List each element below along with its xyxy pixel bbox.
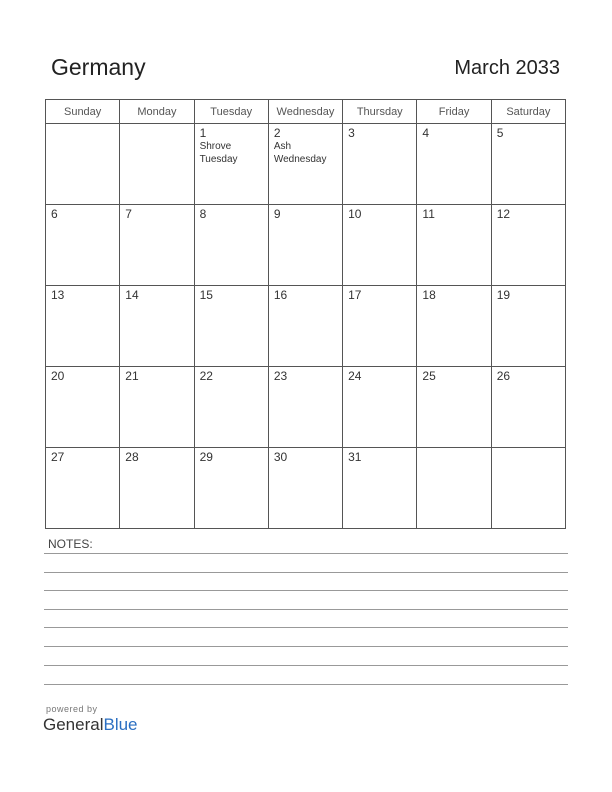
day-cell [120, 286, 194, 367]
day-number: 2 [273, 126, 281, 140]
day-cell [343, 124, 417, 205]
day-cell [268, 205, 342, 286]
brand-logo [43, 704, 138, 735]
notes-label: NOTES: [48, 537, 93, 551]
day-number: 16 [273, 288, 288, 302]
day-number: 25 [422, 369, 436, 383]
note-line [44, 572, 568, 573]
weekday-saturday: Saturday [491, 100, 565, 124]
day-number: 30 [273, 450, 288, 464]
week-row [46, 448, 566, 529]
day-cell [491, 367, 565, 448]
calendar-grid [45, 99, 566, 529]
day-cell [417, 448, 491, 529]
day-number: 3 [348, 126, 355, 140]
day-cell [194, 448, 268, 529]
day-number: 9 [273, 207, 281, 221]
brand-name [43, 715, 138, 735]
day-number: 18 [422, 288, 436, 302]
day-cell [46, 124, 120, 205]
note-line [44, 627, 568, 628]
day-cell [120, 205, 194, 286]
holiday-label: Shrove Tuesday [199, 141, 238, 165]
day-cell [46, 448, 120, 529]
day-cell [343, 448, 417, 529]
weekday-wednesday: Wednesday [268, 100, 342, 124]
day-number: 29 [199, 450, 213, 464]
day-cell [491, 205, 565, 286]
day-cell [268, 367, 342, 448]
day-number: 12 [496, 207, 511, 221]
day-cell [46, 367, 120, 448]
weekday-monday: Monday [120, 100, 194, 124]
day-cell [120, 367, 194, 448]
day-cell [417, 205, 491, 286]
country-title: Germany [51, 54, 146, 80]
week-row [46, 286, 566, 367]
weekday-tuesday: Tuesday [194, 100, 268, 124]
month-year-title: March 2033 [454, 57, 560, 79]
day-number: 8 [199, 207, 207, 221]
note-line [44, 646, 568, 647]
day-cell [194, 367, 268, 448]
holiday-label: Ash Wednesday [273, 141, 327, 165]
day-cell [194, 286, 268, 367]
day-cell [491, 124, 565, 205]
day-cell [491, 286, 565, 367]
note-line [44, 553, 568, 554]
weekday-sunday: Sunday [46, 100, 120, 124]
day-number: 13 [51, 288, 65, 302]
day-number: 7 [125, 207, 132, 221]
day-cell [268, 286, 342, 367]
day-cell [417, 286, 491, 367]
day-cell [194, 205, 268, 286]
day-number: 20 [51, 369, 65, 383]
day-number: 19 [496, 288, 511, 302]
day-number: 11 [422, 207, 435, 221]
weekday-thursday: Thursday [343, 100, 417, 124]
day-cell [268, 124, 342, 205]
day-number: 22 [199, 369, 213, 383]
day-cell [194, 124, 268, 205]
note-line [44, 609, 568, 610]
brand-name-part1: General [43, 715, 104, 734]
note-line [44, 590, 568, 591]
day-cell [417, 367, 491, 448]
week-row [46, 367, 566, 448]
note-line [44, 665, 568, 666]
day-number: 15 [199, 288, 213, 302]
day-number: 4 [422, 126, 430, 140]
day-number: 31 [348, 450, 362, 464]
day-number: 26 [496, 369, 511, 383]
day-cell [46, 286, 120, 367]
day-cell [268, 448, 342, 529]
day-number: 10 [348, 207, 362, 221]
day-number: 6 [51, 207, 58, 221]
day-cell [417, 124, 491, 205]
day-cell [343, 205, 417, 286]
day-number: 24 [348, 369, 362, 383]
weekday-header-row [46, 100, 566, 124]
day-cell [343, 367, 417, 448]
day-number: 14 [125, 288, 139, 302]
day-number: 28 [125, 450, 139, 464]
day-number: 17 [348, 288, 362, 302]
day-number: 5 [496, 126, 504, 140]
day-cell [120, 124, 194, 205]
day-number: 23 [273, 369, 288, 383]
day-cell [491, 448, 565, 529]
day-cell [343, 286, 417, 367]
week-row [46, 124, 566, 205]
brand-name-part2: Blue [103, 715, 138, 734]
day-number: 27 [51, 450, 65, 464]
powered-by-text: powered by [46, 704, 98, 714]
day-cell [46, 205, 120, 286]
note-line [44, 684, 568, 685]
day-number: 1 [199, 126, 207, 140]
day-number: 21 [125, 369, 139, 383]
week-row [46, 205, 566, 286]
day-cell [120, 448, 194, 529]
weekday-friday: Friday [417, 100, 491, 124]
